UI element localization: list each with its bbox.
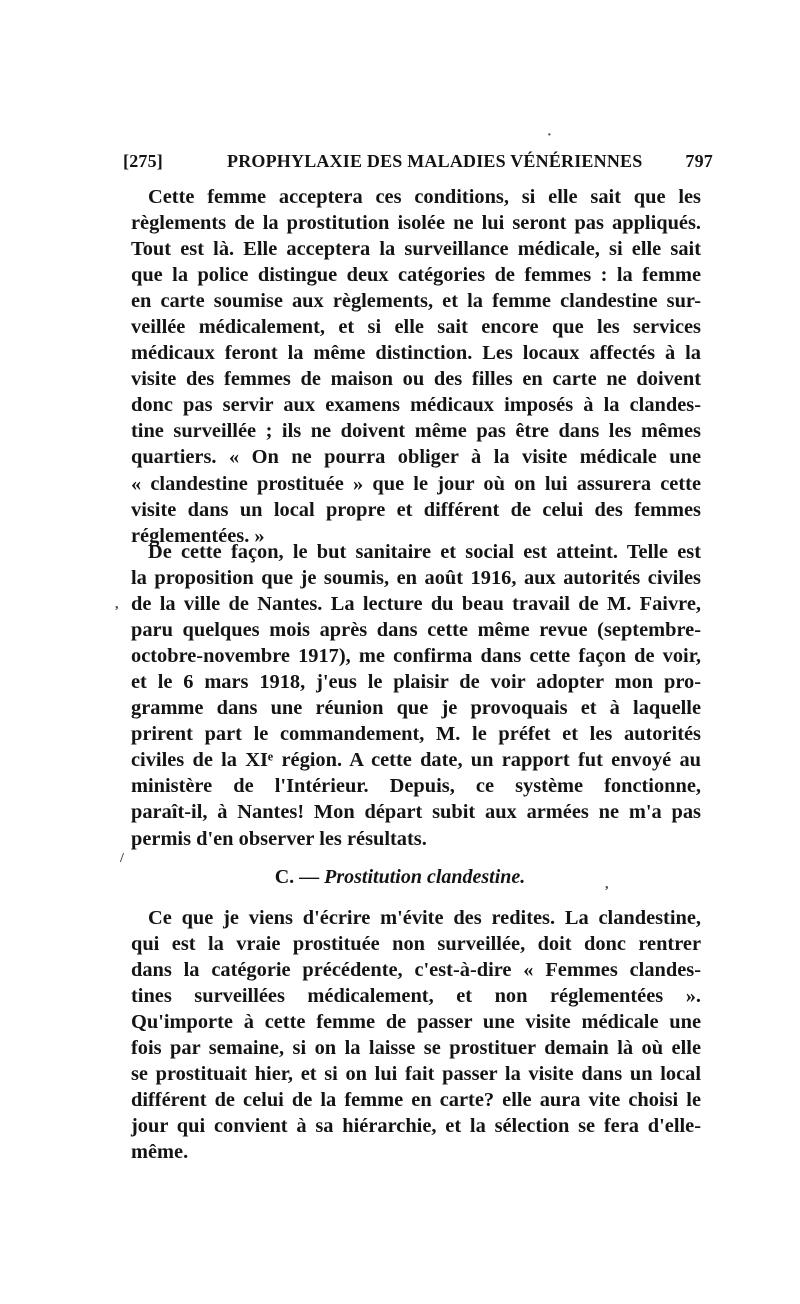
text-line: paraît-il, à Nantes! Mon départ subit aux armées ne m'a pas (131, 801, 701, 824)
print-speck: , (115, 597, 119, 612)
text-line: Cette femme acceptera ces conditions, si elle sait que les (148, 186, 701, 208)
section-title: Prostitution clandestine. (324, 866, 526, 888)
text-line: jour qui convient à sa hiérarchie, et la sélection se fera d'elle- (131, 1115, 701, 1138)
text-line: et le 6 mars 1918, j'eus le plaisir de voir adopter mon pro- (131, 671, 701, 694)
section-label: C. — (274, 866, 320, 888)
page-number: 797 (685, 151, 713, 171)
running-header (123, 151, 713, 177)
text-line: médicaux feront la même distinction. Les locaux affectés à la (131, 342, 701, 365)
print-speck: · (547, 128, 552, 143)
print-speck: , (605, 877, 609, 892)
text-line: en carte soumise aux règlements, et la femme clandestine sur- (131, 290, 701, 313)
paragraph-1 (131, 184, 701, 549)
text-line: paru quelques mois après dans cette même revue (septembre- (131, 619, 701, 642)
paragraph-2 (131, 539, 701, 852)
running-title: PROPHYLAXIE DES MALADIES VÉNÉRIENNES (227, 151, 643, 171)
text-line: ministère de l'Intérieur. Depuis, ce système fonctionne, (131, 775, 701, 798)
text-line: dans la catégorie précédente, c'est-à-dire « Femmes clandes- (131, 959, 701, 982)
text-line: permis d'en observer les résultats. (131, 827, 427, 850)
text-line: de la ville de Nantes. La lecture du beau travail de M. Faivre, (131, 593, 701, 616)
text-line: fois par semaine, si on la laisse se prostituer demain là où elle (131, 1037, 701, 1060)
text-line: même. (131, 1141, 189, 1164)
text-line: « clandestine prostituée » que le jour où on lui assurera cette (131, 472, 701, 495)
text-line: différent de celui de la femme en carte? elle aura vite choisi le (131, 1089, 701, 1112)
paragraph-3 (131, 905, 701, 1165)
text-line: Tout est là. Elle acceptera la surveillance médicale, si elle sait (131, 238, 701, 261)
text-line: que la police distingue deux catégories de femmes : la femme (131, 264, 701, 287)
text-line: prirent part le commandement, M. le préfet et les autorités (131, 723, 701, 746)
section-heading (0, 864, 800, 890)
text-line: réglementées. » (131, 524, 265, 547)
text-line: Qu'importe à cette femme de passer une visite médicale une (131, 1011, 701, 1034)
text-line: civiles de la XIᵉ région. A cette date, un rapport fut envoyé au (131, 749, 701, 772)
folio-number: [275] (123, 151, 163, 171)
text-line: veillée médicalement, et si elle sait encore que les services (131, 316, 701, 339)
text-line: De cette façon, le but sanitaire et social est atteint. Telle est (148, 541, 701, 563)
text-line: tine surveillée ; ils ne doivent même pas être dans les mêmes (131, 420, 701, 443)
text-line: Ce que je viens d'écrire m'évite des redites. La clandestine, (148, 907, 701, 929)
text-line: se prostituait hier, et si on lui fait passer la visite dans un local (131, 1063, 701, 1086)
text-line: gramme dans une réunion que je provoquais et à laquelle (131, 697, 701, 720)
text-line: octobre-novembre 1917), me confirma dans cette façon de voir, (131, 645, 701, 668)
text-line: visite des femmes de maison ou des filles en carte ne doivent (131, 368, 701, 391)
text-line: qui est la vraie prostituée non surveillée, doit donc rentrer (131, 933, 701, 956)
text-line: donc pas servir aux examens médicaux imposés à la clandes- (131, 394, 701, 417)
text-line: visite dans un local propre et différent de celui des femmes (131, 498, 701, 521)
print-speck: / (120, 851, 124, 866)
text-line: la proposition que je soumis, en août 1916, aux autorités civiles (131, 567, 701, 590)
text-line: quartiers. « On ne pourra obliger à la visite médicale une (131, 446, 701, 469)
text-line: règlements de la prostitution isolée ne lui seront pas appliqués. (131, 212, 701, 235)
text-line: tines surveillées médicalement, et non réglementées ». (131, 985, 701, 1008)
